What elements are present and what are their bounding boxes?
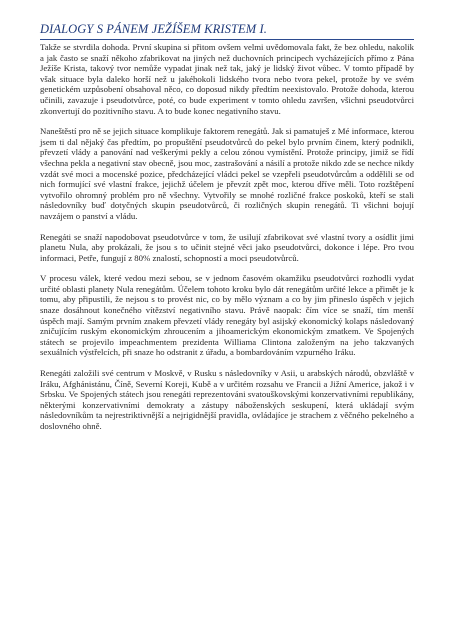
paragraph-3: Renegáti se snaží napodobovat pseudotvůrce v tom, že usilují zfabrikovat své vlastní tvory a osídlit jimi planetu Nula, aby prokázali, že jsou s to učinit stejné věci jako pseudotvůrci, dokonce i lépe. Pro tvou informaci, Petře, fungují z 80% znalostí, schopností a moci pseudotvůrců. (40, 231, 414, 263)
paragraph-2: Naneštěstí pro ně se jejich situace komplikuje faktorem renegátů. Jak si pamatuješ z Mé informace, kterou jsem ti dal nějaký čas předtím, po propuštění pseudotvůrců do pekel bylo prvním činem, který podnikli, převzetí vlády a panování nad veškerými pekly a celou zónou vymístění. Protože principy, jimiž se řídí všechna pekla a negativní stav obecně, jsou moc, zastrašování a násilí a protože nikdo zde se nechce nikdy vzdát své moci a mocenské pozice, předcházející vládci pekel se vzepřeli pseudotvůrcům a oddělili se od nich formující své vlastní frakce, jejichž účelem je převzít zpět moc, kterou dříve měli. Toto rozštěpení vytvořilo ohromný problém pro ně všechny. Vytvořily se mnohé rozličné frakce poskoků, kteří se stali následovníky buď dotyčných skupin pseudotvůrců, či rozličných skupin renegátů. Ti všichni bojují navzájem o panství a vládu. (40, 126, 414, 221)
running-header: DIALOGY S PÁNEM JEŽÍŠEM KRISTEM I. (40, 22, 414, 40)
paragraph-gap (40, 116, 414, 126)
paragraph-gap (40, 222, 414, 232)
paragraph-5: Renegáti založili své centrum v Moskvě, v Rusku s následovníky v Asii, u arabských národů, obzvláště v Iráku, Afghánistánu, Číně, Severní Koreji, Kubě a v určitém rozsahu ve Francii a Jižní Americe, jakož i v Srbsku. Ve Spojených státech jsou renegáti reprezentováni svatouškovskými konzervativními republikány, některými konzervativními demokraty a zástupy náboženských seskupení, která ukládají svým následovníkům ta nejrestriktivnější a nejrigidnější pravidla, ovládajíce je strachem z věčného pekelného a doslovného ohně. (40, 368, 414, 431)
paragraph-4: V procesu válek, které vedou mezi sebou, se v jednom časovém okamžiku pseudotvůrci rozhodli vydat určité oblasti planety Nula renegátům. Účelem tohoto kroku bylo dát renegátům určité lekce a přimět je k tomu, aby připustili, že nejsou s to provést nic, co by mělo význam a co by jim přineslo úspěch v jejich snaze dosáhnout konečného vítězství negativního stavu. Právě naopak: čím více se snaží, tím menší úspěch mají. Samým prvním znakem převzetí vlády renegáty byl asijský ekonomický kolaps následovaný zničujícím ruským ekonomickým zhroucením a jihoamerickým ekonomickým zmatkem. Ve Spojených státech se projevilo impeachmentem prezidenta Williama Clintona založeným na jeho takzvaných sexuálních výstřelcích, při snaze ho odstranit z úřadu, a bombardováním vzpurného Iráku. (40, 273, 414, 358)
paragraph-gap (40, 263, 414, 273)
document-page (40, 22, 414, 432)
paragraph-1: Takže se stvrdila dohoda. První skupina si přitom ovšem velmi uvědomovala fakt, že bez ohledu, nakolik a jak často se snaží někoho zfabrikovat na jiných než duchovních principech vycházejících přímo z Pána Ježíše Krista, takový tvor nemůže vypadat jinak než tak, jaký je lidský život vůbec. V tomto případě by však situace byla daleko horší než u jakéhokoli lidského tvora nebo tvora pekel, protože by ve svém genetickém uzpůsobení obsahoval něco, co doposud nikdy předtím neexistovalo. Protože dohoda, kterou učinili, zavazuje i pseudotvůrce, poté, co bude experiment v tomto ohledu završen, všichni pseudotvůrci zkonvertují do pozitivního stavu. A to bude konec negativního stavu. (40, 42, 414, 116)
paragraph-gap (40, 358, 414, 368)
